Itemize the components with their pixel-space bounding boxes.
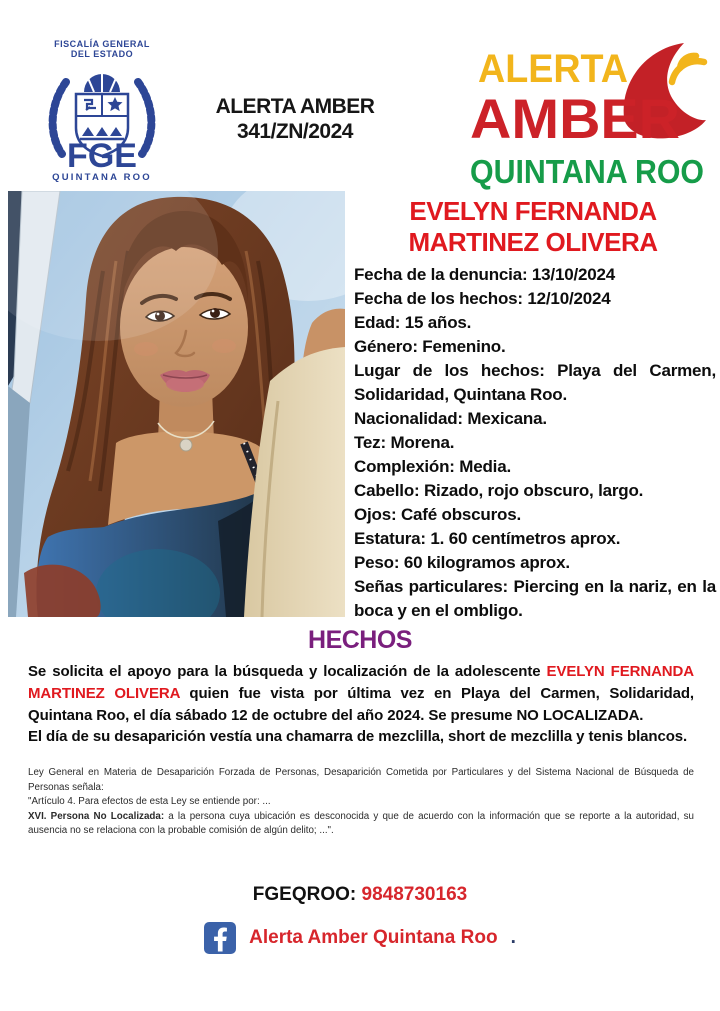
contact-phone-number: 9848730163 — [361, 884, 468, 905]
hechos-paragraph-1 — [28, 661, 694, 726]
facebook-f-icon — [204, 922, 236, 954]
detail-row: Complexión: Media. — [354, 457, 511, 476]
hechos-title: HECHOS — [308, 626, 412, 654]
hechos-paragraphs — [28, 661, 694, 748]
subject-name — [350, 196, 716, 258]
detail-row: Lugar de los hechos: Playa del Carmen, Solidaridad, Quintana Roo. — [354, 361, 716, 404]
fge-logo — [36, 36, 168, 182]
state-attorney-shield-icon — [36, 36, 168, 182]
legal-paragraph-2: "Artículo 4. Para efectos de esta Ley se entiende por: ... — [28, 796, 271, 808]
legal-paragraph-3 — [28, 810, 694, 839]
hechos-paragraph-2: El día de su desaparición vestía una chamarra de mezclilla, short de mezclilla y tenis blancos. — [28, 728, 688, 746]
legal-p3-definition: a la persona cuya ubicación es desconocida y que de acuerdo con la información que se reporte a la autoridad, su ausencia no se relaciona con la probable comisión de algún delito; ...". — [28, 810, 694, 837]
detail-row: Peso: 60 kilogramos aprox. — [354, 553, 570, 572]
detail-row: Cabello: Rizado, rojo obscuro, largo. — [354, 481, 644, 500]
contact-phone-line — [0, 884, 720, 906]
subject-details-list — [354, 263, 716, 623]
subject-name-line1: EVELYN FERNANDA — [409, 196, 657, 226]
amber-logo-word1: ALERTA — [478, 47, 628, 91]
fge-acronym: FGE — [67, 137, 137, 175]
fge-org-line2: DEL ESTADO — [70, 49, 134, 59]
detail-row: Señas particulares: Piercing en la nariz, en la boca y en el ombligo. — [354, 577, 716, 620]
facebook-page-name: Alerta Amber Quintana Roo — [249, 927, 498, 948]
detail-row: Fecha de la denuncia: 13/10/2024 — [354, 265, 616, 284]
legal-paragraph-1: Ley General en Materia de Desaparición Forzada de Personas, Desaparición Cometida por Particulares y del Sistema Nacional de Búsqueda de Personas señala: — [28, 767, 694, 793]
detail-row: Ojos: Café obscuros. — [354, 505, 521, 524]
hechos-subject-name: EVELYN FERNANDA MARTINEZ OLIVERA — [28, 663, 694, 702]
detail-row: Tez: Morena. — [354, 433, 455, 452]
hechos-p1-after: quien fue vista por última vez en Playa del Carmen, Solidaridad, Quintana Roo, el día sábado 12 de octubre del año 2024. Se presume NO LOCALIZADA. — [28, 684, 694, 724]
facebook-line — [0, 918, 720, 958]
detail-row: Género: Femenino. — [354, 337, 506, 356]
case-title-line1: ALERTA AMBER — [215, 95, 375, 118]
detail-row: Nacionalidad: Mexicana. — [354, 409, 547, 428]
alerta-amber-logo — [468, 38, 708, 190]
subject-name-line2: MARTINEZ OLIVERA — [408, 227, 658, 257]
amber-logo-word3: QUINTANA ROO — [470, 153, 704, 190]
detail-row: Fecha de los hechos: 12/10/2024 — [354, 289, 611, 308]
facebook-period: . — [510, 927, 516, 948]
subject-photo-illustration — [8, 191, 345, 617]
detail-row: Edad: 15 años. — [354, 313, 472, 332]
amber-logo-word2: AMBER — [470, 87, 680, 150]
hechos-p1-before: Se solicita el apoyo para la búsqueda y localización de la adolescente — [28, 663, 547, 680]
case-number: 341/ZN/2024 — [237, 120, 353, 143]
contact-label: FGEQROO: — [252, 884, 357, 905]
legal-note — [28, 766, 694, 839]
detail-row: Estatura: 1. 60 centímetros aprox. — [354, 529, 621, 548]
fge-org-line1: FISCALÍA GENERAL — [54, 39, 150, 49]
case-title — [175, 94, 415, 144]
subject-photo — [8, 191, 345, 617]
fge-region: QUINTANA ROO — [52, 172, 152, 182]
legal-p3-term: XVI. Persona No Localizada: — [28, 810, 165, 822]
